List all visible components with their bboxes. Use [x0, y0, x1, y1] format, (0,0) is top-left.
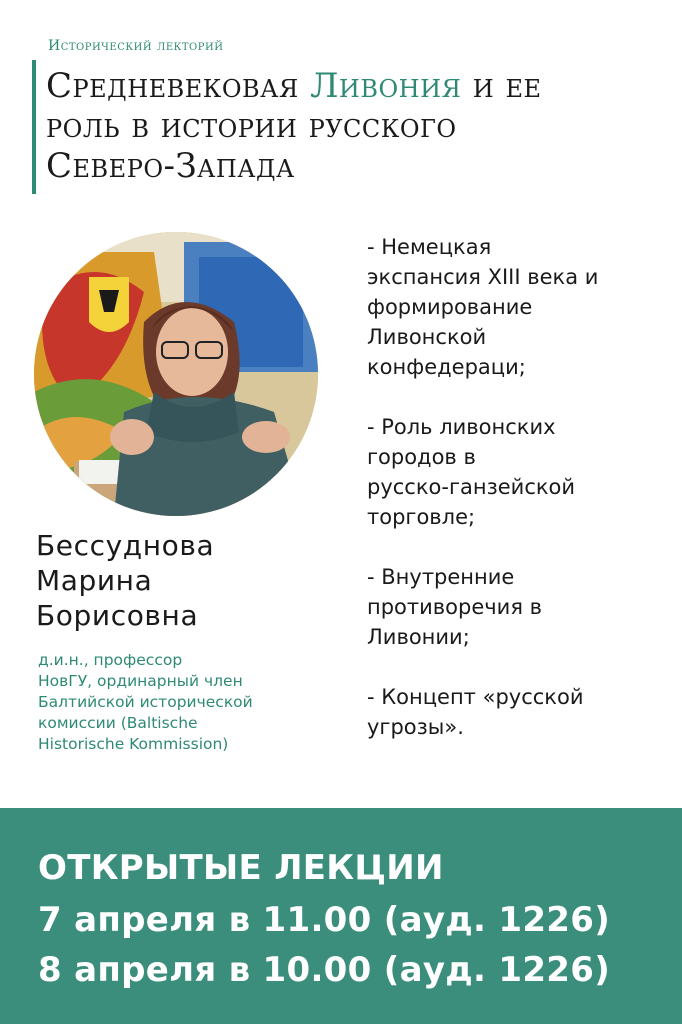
topic-line: русско-ганзейской [367, 475, 576, 499]
topic-line: экспансия XIII века и [367, 265, 599, 289]
topic-line: Ливонии; [367, 625, 470, 649]
speaker-photo [34, 232, 318, 516]
topic-line: конфедераци; [367, 355, 526, 379]
credentials-line: Historische Kommission) [38, 735, 229, 753]
banner-heading: ОТКРЫТЫЕ ЛЕКЦИИ [38, 848, 444, 888]
title-block [32, 60, 666, 194]
topic-line: противоречия в [367, 595, 543, 619]
title-line2: роль в истории русского [46, 106, 457, 146]
speaker-credentials [38, 650, 348, 755]
topic-line: городов в [367, 445, 476, 469]
speaker-first-name: Марина [36, 564, 153, 597]
title-line1-pre: Средневековая [46, 66, 311, 106]
topic-line: - Роль ливонских [367, 415, 556, 439]
series-label: Исторический лекторий [48, 38, 224, 54]
topic-item [367, 682, 667, 742]
title-line1-post: и ее [461, 66, 542, 106]
topic-line: - Концепт «русской [367, 685, 584, 709]
schedule-banner [0, 808, 682, 1024]
speaker-surname: Бессуднова [36, 529, 215, 562]
topic-line: - Внутренние [367, 565, 515, 589]
speaker-name [36, 528, 336, 633]
credentials-line: д.и.н., профессор [38, 651, 183, 669]
topic-line: торговле; [367, 505, 476, 529]
credentials-line: комиссии (Baltische [38, 714, 198, 732]
credentials-line: НовГУ, ординарный член [38, 672, 243, 690]
speaker-patronymic: Борисовна [36, 599, 199, 632]
topics-list [367, 232, 667, 772]
topic-item [367, 232, 667, 382]
credentials-line: Балтийской исторической [38, 693, 253, 711]
topic-item [367, 412, 667, 532]
title-line3: Северо-Запада [46, 146, 295, 186]
title-accent: Ливония [310, 66, 462, 106]
page-title [46, 66, 671, 186]
topic-item [367, 562, 667, 652]
topic-line: угрозы». [367, 715, 464, 739]
topic-line: формирование [367, 295, 533, 319]
topic-line: Ливонской [367, 325, 487, 349]
topic-line: - Немецкая [367, 235, 492, 259]
lecture-date-1: 7 апреля в 11.00 (ауд. 1226) [38, 900, 611, 940]
lecture-date-2: 8 апреля в 10.00 (ауд. 1226) [38, 950, 611, 990]
